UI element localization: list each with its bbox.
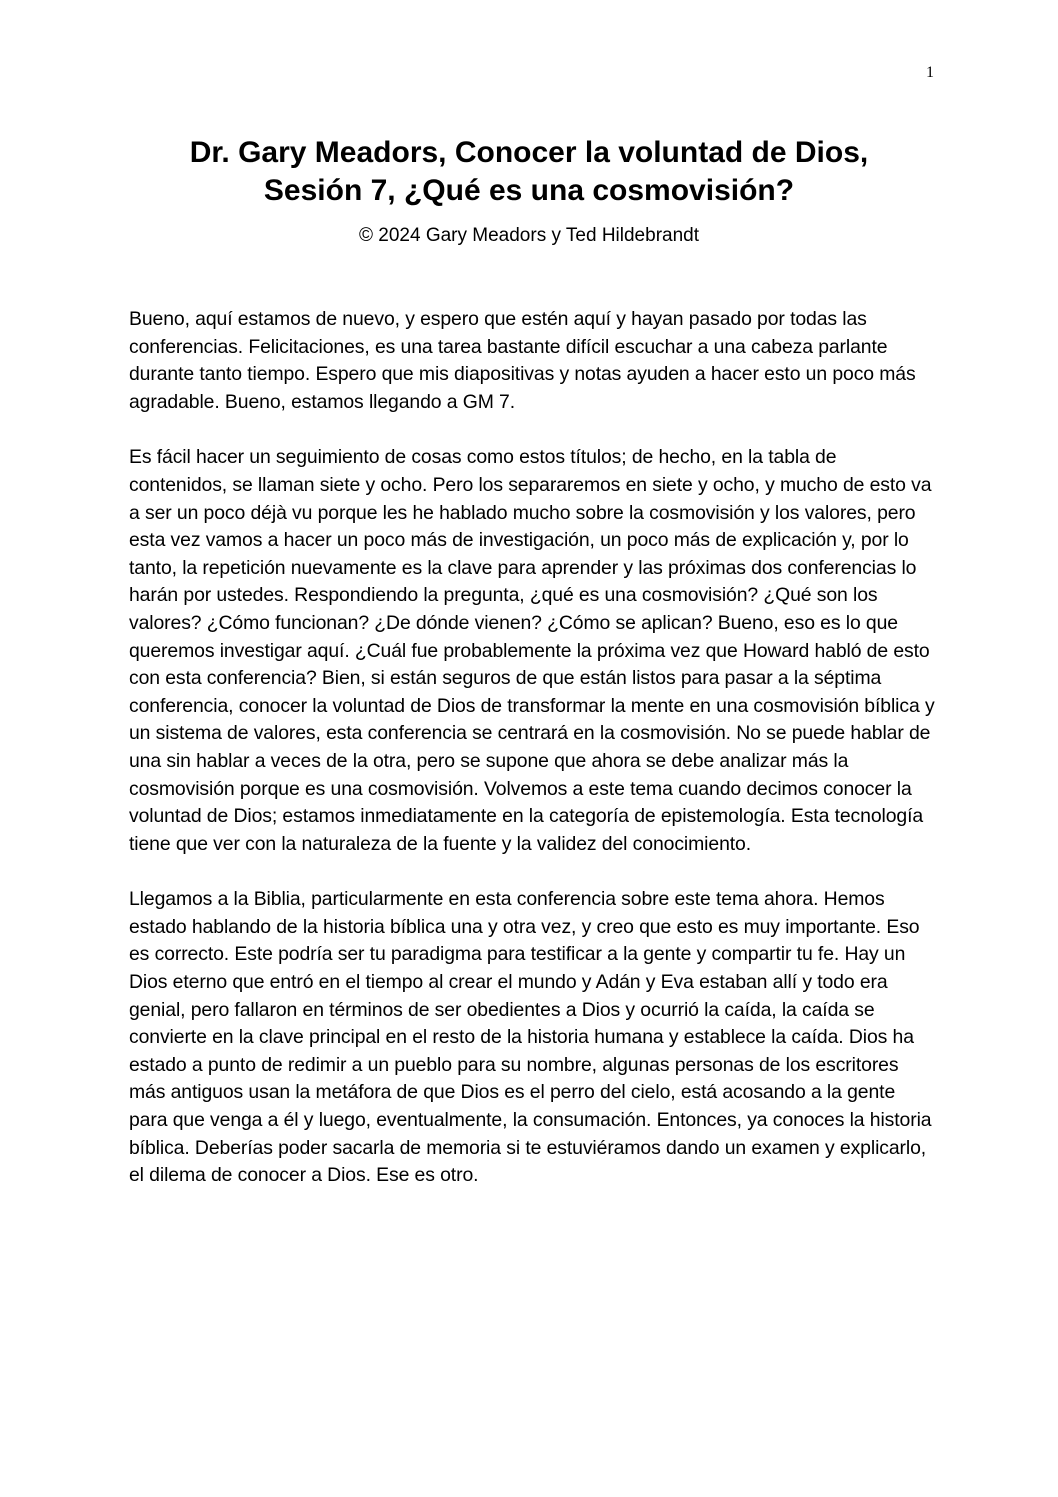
document-body xyxy=(129,306,935,1218)
page-number: 1 xyxy=(926,64,934,81)
title-line-1: Dr. Gary Meadors, Conocer la voluntad de Dios, xyxy=(189,136,869,169)
paragraph-1: Bueno, aquí estamos de nuevo, y espero que estén aquí y hayan pasado por todas las conferencias. Felicitaciones, es una tarea bastante difícil escuchar a una cabeza parlante durante tanto tiempo. Espero que mis diapositivas y notas ayuden a hacer esto un poco más agradable. Bueno, estamos llegando a GM 7. xyxy=(129,308,916,413)
copyright-line: © 2024 Gary Meadors y Ted Hildebrandt xyxy=(359,225,699,246)
title-line-2: Sesión 7, ¿Qué es una cosmovisión? xyxy=(263,174,795,207)
paragraph-3: Llegamos a la Biblia, particularmente en esta conferencia sobre este tema ahora. Hemos estado hablando de la historia bíblica una y otra vez, y creo que esto es muy importante. Eso es correcto. Este podría ser tu paradigma para testificar a la gente y compartir tu fe. Hay un Dios eterno que entró en el tiempo al crear el mundo y Adán y Eva estaban allí y todo era genial, pero fallaron en términos de ser obedientes a Dios y ocurrió la caída, la caída se convierte en la clave principal en el resto de la historia humana y establece la caída. Dios ha estado a punto de redimir a un pueblo para su nombre, algunas personas de los escritores más antiguos usan la metáfora de que Dios es el perro del cielo, está acosando a la gente para que venga a él y luego, eventualmente, la consumación. Entonces, ya conoces la historia bíblica. Deberías poder sacarla de memoria si te estuviéramos dando un examen y explicarlo, el dilema de conocer a Dios. Ese es otro. xyxy=(129,888,932,1187)
document-title xyxy=(100,134,958,210)
paragraph-2: Es fácil hacer un seguimiento de cosas como estos títulos; de hecho, en la tabla de contenidos, se llaman siete y ocho. Pero los separaremos en siete y ocho, y mucho de esto va a ser un poco déjà vu porque les he hablado mucho sobre la cosmovisión y los valores, pero esta vez vamos a hacer un poco más de investigación, un poco más de explicación y, por lo tanto, la repetición nuevamente es la clave para aprender y las próximas dos conferencias lo harán por ustedes. Respondiendo la pregunta, ¿qué es una cosmovisión? ¿Qué son los valores? ¿Cómo funcionan? ¿De dónde vienen? ¿Cómo se aplican? Bueno, eso es lo que queremos investigar aquí. ¿Cuál fue probablemente la próxima vez que Howard habló de esto con esta conferencia? Bien, si están seguros de que están listos para pasar a la séptima conferencia, conocer la voluntad de Dios de transformar la mente en una cosmovisión bíblica y un sistema de valores, esta conferencia se centrará en la cosmovisión. No se puede hablar de una sin hablar a veces de la otra, pero se supone que ahora se debe analizar más la cosmovisión porque es una cosmovisión. Volvemos a este tema cuando decimos conocer la voluntad de Dios; estamos inmediatamente en la categoría de epistemología. Esta tecnología tiene que ver con la naturaleza de la fuente y la validez del conocimiento. xyxy=(129,446,935,855)
